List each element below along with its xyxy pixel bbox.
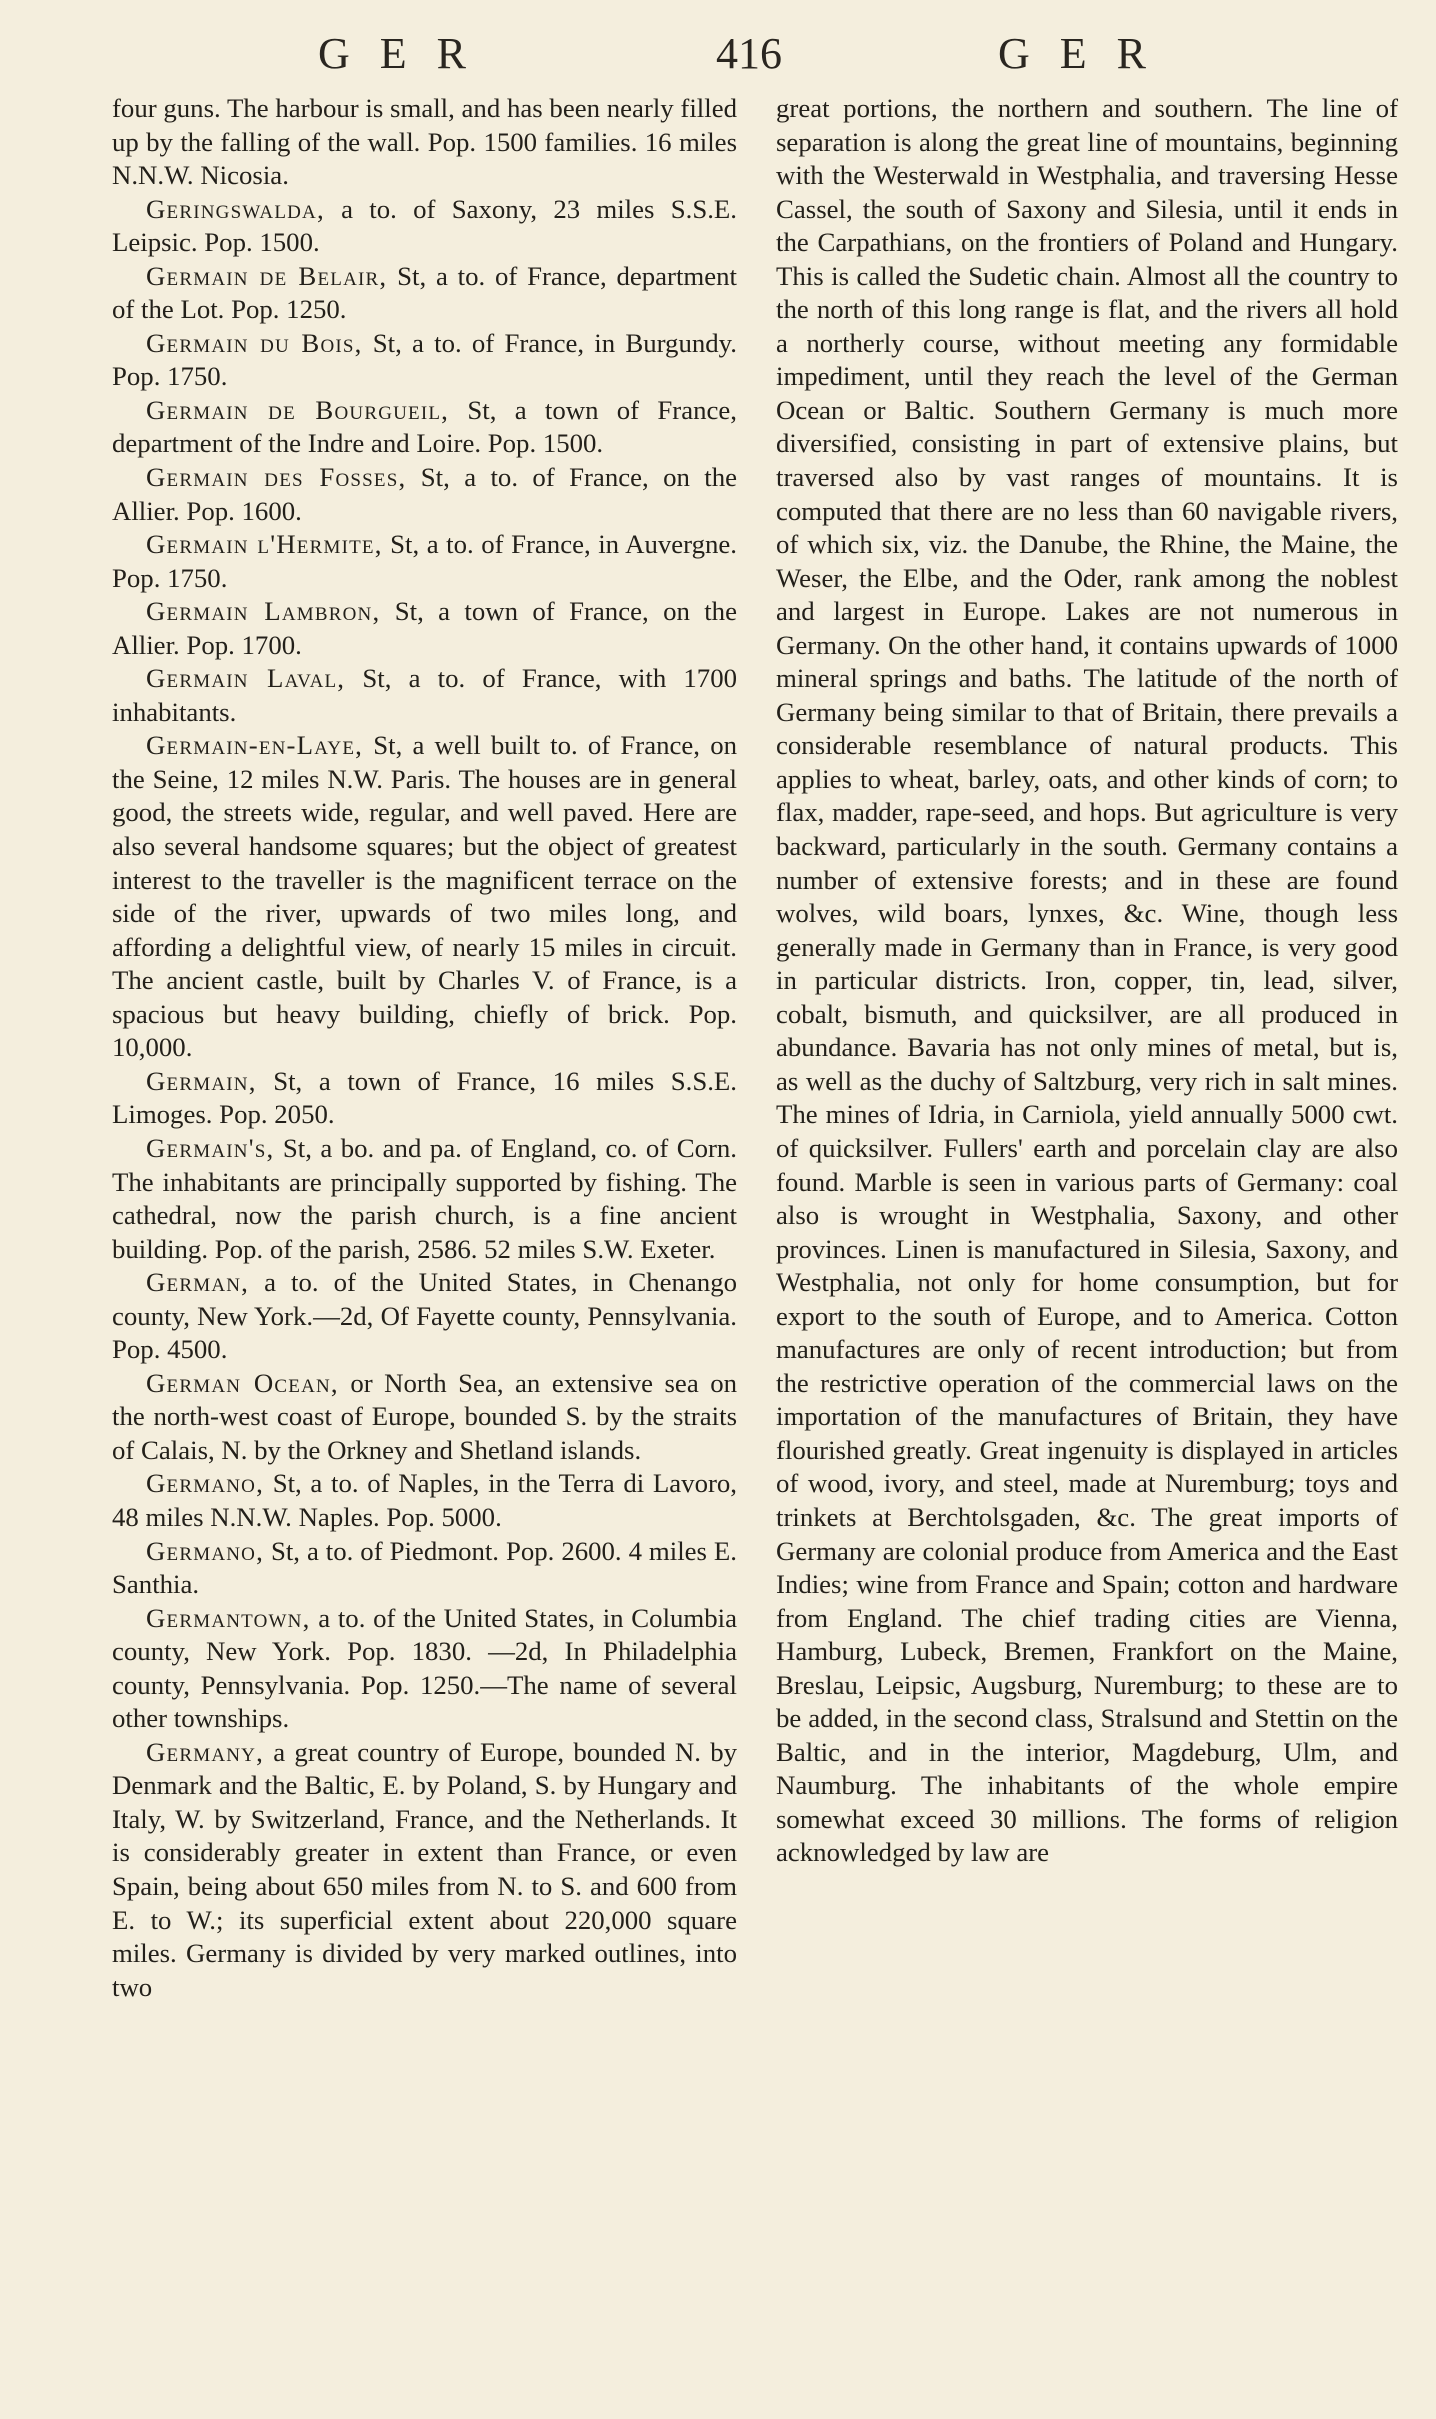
entry-germany	[112, 1736, 737, 2004]
entry-text: St, a bo. and pa. of England, co. of Corn. The inhabitants are principally supported by fishing. The cathedral, now the parish church, is a fine ancient building. Pop. of the parish, 2586. 52 miles S.W. Exeter.	[112, 1132, 737, 1264]
entry-text: St, a to. of Piedmont. Pop. 2600. 4 miles E. Santhia.	[112, 1535, 737, 1600]
entry-germain-l-hermite	[112, 528, 737, 595]
entry-text: a to. of the United States, in Chenango county, New York.—2d, Of Fayette county, Pennsylvania. Pop. 4500.	[112, 1267, 737, 1365]
entry-germain-des-fosses	[112, 461, 737, 528]
entry-headword: Germain Lambron,	[146, 596, 381, 627]
entry-text: or North Sea, an extensive sea on the north-west coast of Europe, bounded S. by the straits of Calais, N. by the Orkney and Shetland islands.	[112, 1367, 738, 1465]
running-header	[0, 28, 1436, 90]
entry-headword: Geringswalda,	[146, 193, 325, 224]
entry-germain-laval	[112, 662, 737, 729]
entry-headword: Germain Laval,	[146, 663, 346, 694]
entry-headword: Germantown,	[146, 1602, 311, 1633]
entry-text: St, a to. of France, in Burgundy. Pop. 1750.	[112, 327, 737, 392]
entry-headword: Germain de Belair,	[146, 260, 388, 291]
entry-germano-naples	[112, 1467, 737, 1534]
entry-text: a great country of Europe, bounded N. by Denmark and the Baltic, E. by Poland, S. by Hungary and Italy, W. by Switzerland, France, and the Netherlands. It is considerably greater in extent than France, or even Spain, being about 650 miles from N. to S. and 600 from E. to W.; its superficial extent about 220,000 square miles. Germany is divided by very marked outlines, into two	[112, 1736, 737, 2002]
entry-germano-piedmont	[112, 1535, 737, 1602]
entry-german-ocean	[112, 1367, 737, 1468]
entry-headword: Germain-en-Laye,	[146, 730, 364, 761]
entry-german	[112, 1266, 737, 1367]
entry-text: St, a to. of France, department of the Lot. Pop. 1250.	[112, 260, 737, 325]
entry-germain	[112, 1065, 737, 1132]
entry-text: St, a to. of France, with 1700 inhabitants.	[112, 663, 737, 727]
entry-headword: Germain l'Hermite,	[146, 529, 383, 560]
entry-germantown	[112, 1602, 737, 1736]
entry-headword: German Ocean,	[146, 1367, 339, 1398]
entry-text: St, a to. of France, on the Allier. Pop. 1600.	[112, 462, 737, 526]
entry-text: a to. of Saxony, 23 miles S.S.E. Leipsic. Pop. 1500.	[112, 193, 737, 258]
continuation-paragraph: four guns. The harbour is small, and has been nearly filled up by the falling of the wall. Pop. 1500 families. 16 miles N.N.W. Nicosia.	[112, 93, 737, 191]
entry-germain-du-bois	[112, 327, 737, 394]
entry-headword: Germain,	[146, 1065, 257, 1096]
entry-germain-lambron	[112, 595, 737, 662]
entry-headword: Germain des Fosses,	[146, 462, 407, 493]
entry-text: a to. of the United States, in Columbia county, New York. Pop. 1830. —2d, In Philadelphia county, Pennsylvania. Pop. 1250.—The name of several other townships.	[112, 1602, 737, 1734]
germany-continuation-paragraph: great portions, the northern and southern. The line of separation is along the great line of mountains, beginning with the Westerwald in Westphalia, and traversing Hesse Cassel, the south of Saxony and Silesia, until it ends in the Carpathians, on the frontiers of Poland and Hungary. This is called the Sudetic chain. Almost all the country to the north of this long range is flat, and the rivers all hold a northerly course, without meeting any formidable impediment, until they reach the level of the German Ocean or Baltic. Southern Germany is much more diversified, consisting in part of extensive plains, but traversed also by vast ranges of mountains. It is computed that there are no less than 60 navigable rivers, of which six, viz. the Danube, the Rhine, the Maine, the Weser, the Elbe, and the Oder, rank among the noblest and largest in Europe. Lakes are not numerous in Germany. On the other hand, it contains upwards of 1000 mineral springs and baths. The latitude of the north of Germany being similar to that of Britain, there prevails a considerable resemblance of natural products. This applies to wheat, barley, oats, and other kinds of corn; to flax, madder, rape-seed, and hops. But agriculture is very backward, particularly in the south. Germany contains a number of extensive forests; and in these are found wolves, wild boars, lynxes, &c. Wine, though less generally made in Germany than in France, is very good in particular districts. Iron, copper, tin, lead, silver, cobalt, bismuth, and quicksilver, are all produced in abundance. Bavaria has not only mines of metal, but is, as well as the duchy of Saltzburg, very rich in salt mines. The mines of Idria, in Carniola, yield annually 5000 cwt. of quicksilver. Fullers' earth and porcelain clay are also found. Marble is seen in various parts of Germany: coal also is wrought in Westphalia, Saxony, and other provinces. Linen is manufactured in Silesia, Saxony, and Westphalia, not only for home consumption, but for export to the south of Europe, and to America. Cotton manufactures are only of recent introduction; but from the restrictive operation of the commercial laws on the importation of the manufactures of Britain, they have flourished greatly. Great ingenuity is displayed in articles of wood, ivory, and steel, made at Nuremburg; toys and trinkets at Berchtolsgaden, &c. The great imports of Germany are colonial produce from America and the East Indies; wine from France and Spain; cotton and hardware from England. The chief trading cities are Vienna, Hamburg, Lubeck, Bremen, Frankfort on the Maine, Breslau, Leipsic, Augsburg, Nuremburg; to these are to be added, in the second class, Stralsund and Stettin on the Baltic, and in the interior, Magdeburg, Ulm, and Naumburg. The inhabitants of the whole empire somewhat exceed 30 millions. The forms of religion acknowledged by law are	[776, 93, 1398, 1868]
entry-headword: Germain du Bois,	[146, 327, 363, 358]
entry-headword: German,	[146, 1267, 250, 1298]
entry-headword: Germano,	[146, 1535, 264, 1566]
right-column	[776, 92, 1398, 1870]
entry-germain-en-laye	[112, 729, 737, 1064]
entry-headword: Germain de Bourgueil,	[146, 394, 450, 425]
entry-germains	[112, 1132, 737, 1266]
entry-germain-de-bourgueil	[112, 394, 737, 461]
entry-text: St, a town of France, 16 miles S.S.E. Limoges. Pop. 2050.	[112, 1065, 737, 1130]
header-right-word: GER	[998, 29, 1176, 78]
entry-headword: Germany,	[146, 1736, 264, 1767]
entry-text: St, a to. of France, in Auvergne. Pop. 1750.	[112, 529, 737, 593]
entry-germain-de-belair	[112, 260, 737, 327]
entry-headword: Germano,	[146, 1468, 264, 1499]
page-number: 416	[716, 29, 782, 78]
entry-text: St, a to. of Naples, in the Terra di Lavoro, 48 miles N.N.W. Naples. Pop. 5000.	[112, 1468, 737, 1532]
entry-text: St, a town of France, department of the Indre and Loire. Pop. 1500.	[112, 394, 737, 459]
entry-headword: Germain's,	[146, 1132, 275, 1163]
header-left-word: GER	[318, 29, 496, 78]
entry-text: St, a well built to. of France, on the Seine, 12 miles N.W. Paris. The houses are in general good, the streets wide, regular, and well paved. Here are also several handsome squares; but the object of greatest interest to the traveller is the magnificent terrace on the side of the river, upwards of two miles long, and affording a delightful view, of nearly 15 miles in circuit. The ancient castle, built by Charles V. of France, is a spacious but heavy building, chiefly of brick. Pop. 10,000.	[112, 730, 737, 1063]
entry-text: St, a town of France, on the Allier. Pop. 1700.	[112, 596, 737, 660]
left-column	[112, 92, 737, 2004]
entry-geringswalda	[112, 193, 737, 260]
